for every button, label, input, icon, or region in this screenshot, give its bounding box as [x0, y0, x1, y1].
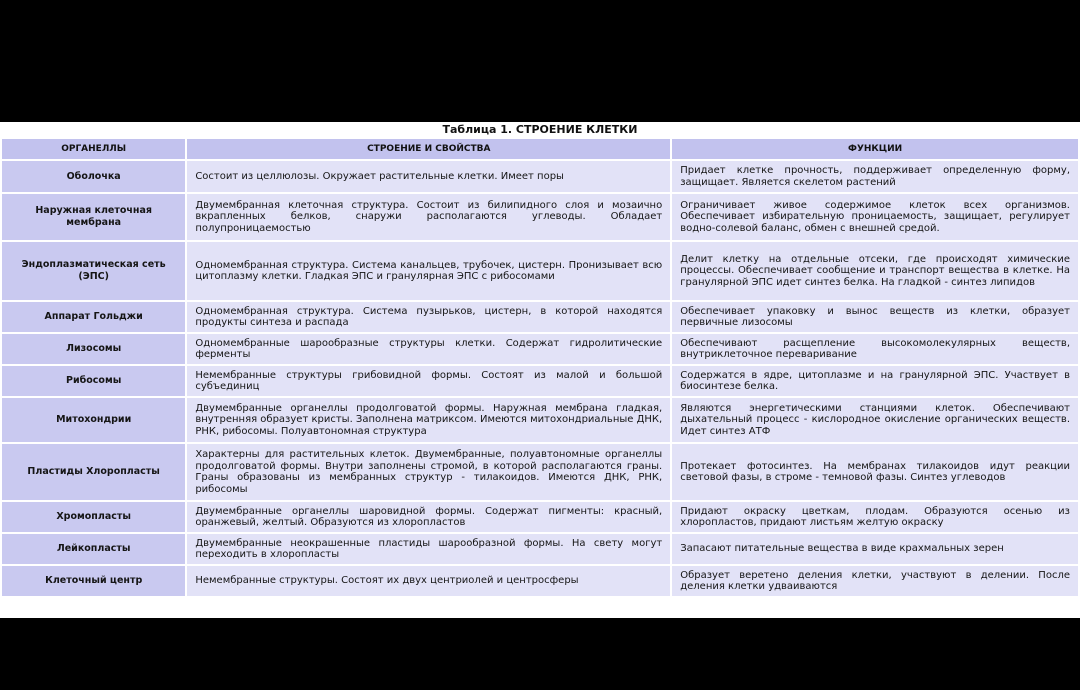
- organelle-name: Эндоплазматическая сеть (ЭПС): [2, 242, 185, 300]
- structure-cell: Двумембранные органеллы шаровидной формы. Содержат пигменты: красный, оранжевый, желтый. Образуются из хлоропластов: [187, 502, 670, 532]
- table-row: [2, 161, 1078, 192]
- function-cell: Образует веретено деления клетки, участвуют в делении. После деления клетки удваиваются: [672, 566, 1078, 596]
- table-row: [2, 534, 1078, 564]
- function-cell: Придают окраску цветкам, плодам. Образуются осенью из хлоропластов, придают листьям желтую окраску: [672, 502, 1078, 532]
- structure-cell: Характерны для растительных клеток. Двумембранные, полуавтономные органеллы продолговатой формы. Внутри заполнены стромой, в которой располагаются граны. Граны образованы из мембранных структур - тилакоидов. Имеются ДНК, РНК, рибосомы: [187, 444, 670, 500]
- structure-cell: Немембранные структуры грибовидной формы. Состоят из малой и большой субъединиц: [187, 366, 670, 396]
- organelle-name: Пластиды Хлоропласты: [2, 444, 185, 500]
- table-row: [2, 242, 1078, 300]
- function-cell: Ограничивает живое содержимое клеток всех организмов. Обеспечивает избирательную проницаемость, защищает, регулирует водно-солевой баланс, обмен с внешней средой.: [672, 194, 1078, 240]
- table-row: [2, 566, 1078, 596]
- structure-cell: Двумембранные неокрашенные пластиды шарообразной формы. На свету могут переходить в хлоропласты: [187, 534, 670, 564]
- function-cell: Обеспечивают расщепление высокомолекулярных веществ, внутриклеточное переваривание: [672, 334, 1078, 364]
- organelle-name: Хромопласты: [2, 502, 185, 532]
- organelle-name: Наружная клеточная мембрана: [2, 194, 185, 240]
- table-row: [2, 334, 1078, 364]
- function-cell: Протекает фотосинтез. На мембранах тилакоидов идут реакции световой фазы, в строме - темновой фазы. Синтез углеводов: [672, 444, 1078, 500]
- organelle-name: Рибосомы: [2, 366, 185, 396]
- organelle-name: Клеточный центр: [2, 566, 185, 596]
- header-functions: ФУНКЦИИ: [672, 139, 1078, 159]
- table-title: Таблица 1. СТРОЕНИЕ КЛЕТКИ: [442, 123, 638, 136]
- header-organelles: ОРГАНЕЛЛЫ: [2, 139, 185, 159]
- organelle-name: Лейкопласты: [2, 534, 185, 564]
- function-cell: Запасают питательные вещества в виде крахмальных зерен: [672, 534, 1078, 564]
- structure-cell: Одномембранная структура. Система пузырьков, цистерн, в которой находятся продукты синтеза и распада: [187, 302, 670, 332]
- header-row: [2, 139, 1078, 159]
- function-cell: Придает клетке прочность, поддерживает определенную форму, защищает. Является скелетом растений: [672, 161, 1078, 192]
- structure-cell: Одномембранная структура. Система канальцев, трубочек, цистерн. Пронизывает всю цитоплазму клетки. Гладкая ЭПС и гранулярная ЭПС с рибосомами: [187, 242, 670, 300]
- cell-structure-table: [0, 137, 1080, 598]
- structure-cell: Состоит из целлюлозы. Окружает растительные клетки. Имеет поры: [187, 161, 670, 192]
- table-row: [2, 444, 1078, 500]
- table-row: [2, 398, 1078, 442]
- structure-cell: Двумембранная клеточная структура. Состоит из билипидного слоя и мозаично вкрапленных белков, снаружи располагаются углеводы. Обладает полупроницаемостью: [187, 194, 670, 240]
- function-cell: Содержатся в ядре, цитоплазме и на гранулярной ЭПС. Участвует в биосинтезе белка.: [672, 366, 1078, 396]
- document-sheet: [0, 122, 1080, 618]
- organelle-name: Митохондрии: [2, 398, 185, 442]
- organelle-name: Оболочка: [2, 161, 185, 192]
- structure-cell: Одномембранные шарообразные структуры клетки. Содержат гидролитические ферменты: [187, 334, 670, 364]
- table-row: [2, 366, 1078, 396]
- organelle-name: Лизосомы: [2, 334, 185, 364]
- function-cell: Обеспечивает упаковку и вынос веществ из клетки, образует первичные лизосомы: [672, 302, 1078, 332]
- table-row: [2, 194, 1078, 240]
- table-row: [2, 502, 1078, 532]
- function-cell: Являются энергетическими станциями клеток. Обеспечивают дыхательный процесс - кислородное окисление органических веществ. Идет синтез АТФ: [672, 398, 1078, 442]
- structure-cell: Двумембранные органеллы продолговатой формы. Наружная мембрана гладкая, внутренняя образует кристы. Заполнена матриксом. Имеются митохондриальные ДНК, РНК, рибосомы. Полуавтономная структура: [187, 398, 670, 442]
- function-cell: Делит клетку на отдельные отсеки, где происходят химические процессы. Обеспечивает сообщение и транспорт вещества в клетке. На гранулярной ЭПС идет синтез белка. На гладкой - синтез липидов: [672, 242, 1078, 300]
- structure-cell: Немембранные структуры. Состоят их двух центриолей и центросферы: [187, 566, 670, 596]
- table-row: [2, 302, 1078, 332]
- header-structure: СТРОЕНИЕ И СВОЙСТВА: [187, 139, 670, 159]
- organelle-name: Аппарат Гольджи: [2, 302, 185, 332]
